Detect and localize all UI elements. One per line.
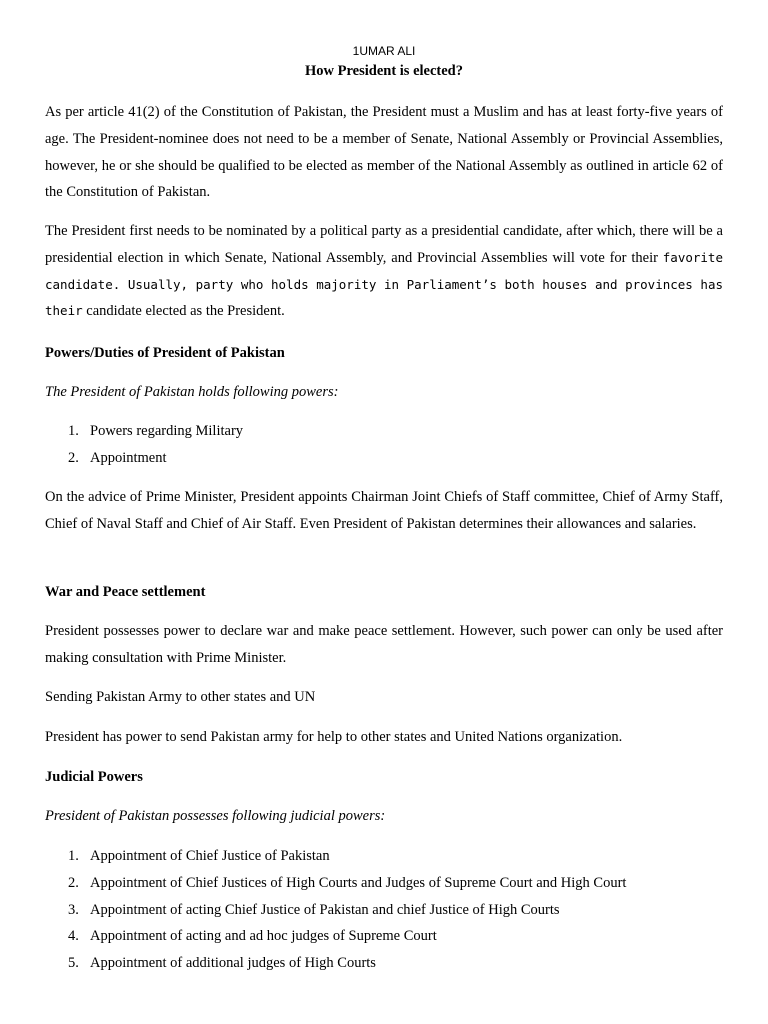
list-number: 5. xyxy=(68,955,79,972)
judicial-list xyxy=(68,843,626,977)
list-number: 4. xyxy=(68,928,79,945)
list-number: 1. xyxy=(68,423,79,439)
election-paragraph: As per article 41(2) of the Constitution of Pakistan, the President must a Muslim and has at least forty-five years of age. The President-nominee does not need to be a member of Senate, National Assembly or Provincial Assemblies, however, he or she should be qualified to be elected as member of the National Assembly as outlined in article 62 of the Constitution of Pakistan. xyxy=(45,104,723,201)
list-text: Appointment of Chief Justices of High Courts and Judges of Supreme Court and High Court xyxy=(90,874,627,891)
army-subheading: Sending Pakistan Army to other states and UN xyxy=(45,689,316,705)
powers-list xyxy=(68,418,243,472)
list-item xyxy=(68,950,626,977)
list-text: Appointment of Chief Justice of Pakistan xyxy=(90,848,330,864)
list-item xyxy=(68,418,243,445)
list-number: 1. xyxy=(68,848,79,864)
nomination-text-start: The President first needs to be nominated by a political party as a presidential candidate, after which, there will be a presidential election in which Senate, National Assembly, and Provincial Assemblies will vote for their xyxy=(45,223,723,266)
document-title: How President is elected? xyxy=(305,63,463,79)
judicial-heading: Judicial Powers xyxy=(45,769,143,785)
nomination-text-end: candidate elected as the President. xyxy=(82,303,285,320)
appointment-paragraph: On the advice of Prime Minister, President appoints Chairman Joint Chiefs of Staff committee, Chief of Army Staff, Chief of Naval Staff and Chief of Air Staff. Even President of Pakistan determines their allowances and salaries. xyxy=(45,489,723,532)
list-text: Appointment xyxy=(90,449,167,466)
list-text: Appointment of additional judges of High Courts xyxy=(90,955,376,972)
war-paragraph: President possesses power to declare war and make peace settlement. However, such power can only be used after making consultation with Prime Minister. xyxy=(45,623,723,666)
list-item xyxy=(68,897,626,924)
army-paragraph: President has power to send Pakistan army for help to other states and United Nations organization. xyxy=(45,729,623,745)
powers-intro: The President of Pakistan holds following powers: xyxy=(45,384,339,400)
list-number: 3. xyxy=(68,901,79,918)
list-item xyxy=(68,923,626,950)
list-text: Powers regarding Military xyxy=(90,423,244,439)
nomination-text-middle: favorite candidate. Usually, party who holds majority in Parliament’s both houses and provinces has their xyxy=(45,249,723,319)
list-text: Appointment of acting and ad hoc judges of Supreme Court xyxy=(90,928,437,945)
war-heading: War and Peace settlement xyxy=(45,584,206,600)
powers-heading: Powers/Duties of President of Pakistan xyxy=(45,345,285,361)
list-number: 2. xyxy=(68,449,79,466)
list-item xyxy=(68,870,626,897)
list-item xyxy=(68,843,626,870)
list-item xyxy=(68,445,243,472)
judicial-intro: President of Pakistan possesses following judicial powers: xyxy=(45,808,386,824)
author-name: 1UMAR ALI xyxy=(352,44,416,58)
nomination-paragraph xyxy=(45,218,723,325)
list-number: 2. xyxy=(68,874,79,891)
list-text: Appointment of acting Chief Justice of Pakistan and chief Justice of High Courts xyxy=(90,901,560,918)
